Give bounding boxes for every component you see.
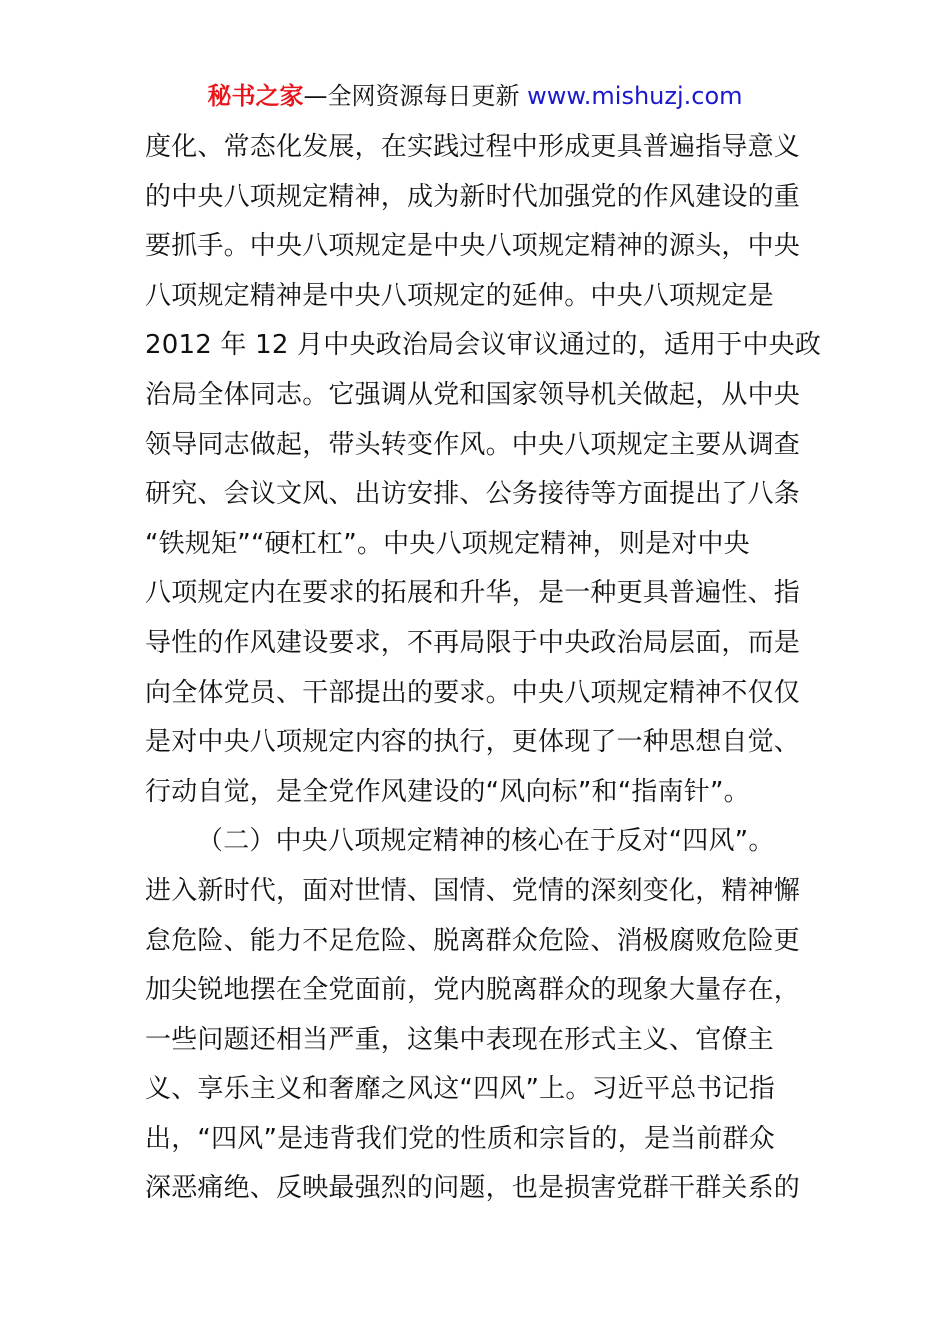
header-slogan: —全网资源每日更新 xyxy=(303,82,520,110)
site-header xyxy=(0,80,950,112)
text-line: 八项规定精神是中央八项规定的延伸。中央八项规定是 xyxy=(145,280,774,311)
text-line: 2012 年 12 月中央政治局会议审议通过的，适用于中央政 xyxy=(145,330,822,361)
text-line: 是对中央八项规定内容的执行，更体现了一种思想自觉、 xyxy=(145,727,801,758)
text-line: “铁规矩”“硬杠杠”。中央八项规定精神，则是对中央 xyxy=(145,528,750,559)
text-line: 行动自觉，是全党作风建设的“风向标”和“指南针”。 xyxy=(145,776,750,807)
text-line: 一些问题还相当严重，这集中表现在形式主义、官僚主 xyxy=(145,1024,774,1055)
text-line: 进入新时代，面对世情、国情、党情的深刻变化，精神懈 xyxy=(145,875,801,906)
text-line: 研究、会议文风、出访安排、公务接待等方面提出了八条 xyxy=(145,479,801,510)
text-line: 深恶痛绝、反映最强烈的问题，也是损害党群干群关系的 xyxy=(145,1173,801,1204)
text-line: 加尖锐地摆在全党面前，党内脱离群众的现象大量存在， xyxy=(145,975,801,1006)
text-line: 出，“四风”是违背我们党的性质和宗旨的，是当前群众 xyxy=(145,1123,775,1154)
text-line: 要抓手。中央八项规定是中央八项规定精神的源头，中央 xyxy=(145,231,801,262)
text-line: 八项规定内在要求的拓展和升华，是一种更具普遍性、指 xyxy=(145,578,801,609)
text-line: 领导同志做起，带头转变作风。中央八项规定主要从调查 xyxy=(145,429,801,460)
text-line: 治局全体同志。它强调从党和国家领导机关做起，从中央 xyxy=(145,379,801,410)
text-line: 度化、常态化发展，在实践过程中形成更具普遍指导意义 xyxy=(145,132,801,162)
text-line: 的中央八项规定精神，成为新时代加强党的作风建设的重 xyxy=(145,181,801,212)
site-url-link[interactable]: www.mishuzj.com xyxy=(527,82,743,110)
text-line: 向全体党员、干部提出的要求。中央八项规定精神不仅仅 xyxy=(145,677,801,708)
text-line: 义、享乐主义和奢靡之风这“四风”上。习近平总书记指 xyxy=(145,1074,775,1105)
brand-name: 秘书之家 xyxy=(207,82,304,110)
section-heading: （二）中央八项规定精神的核心在于反对“四风”。 xyxy=(197,826,775,857)
text-line: 怠危险、能力不足危险、脱离群众危险、消极腐败危险更 xyxy=(145,925,801,956)
document-body xyxy=(145,123,822,1214)
text-line: 导性的作风建设要求，不再局限于中央政治局层面，而是 xyxy=(145,627,801,658)
